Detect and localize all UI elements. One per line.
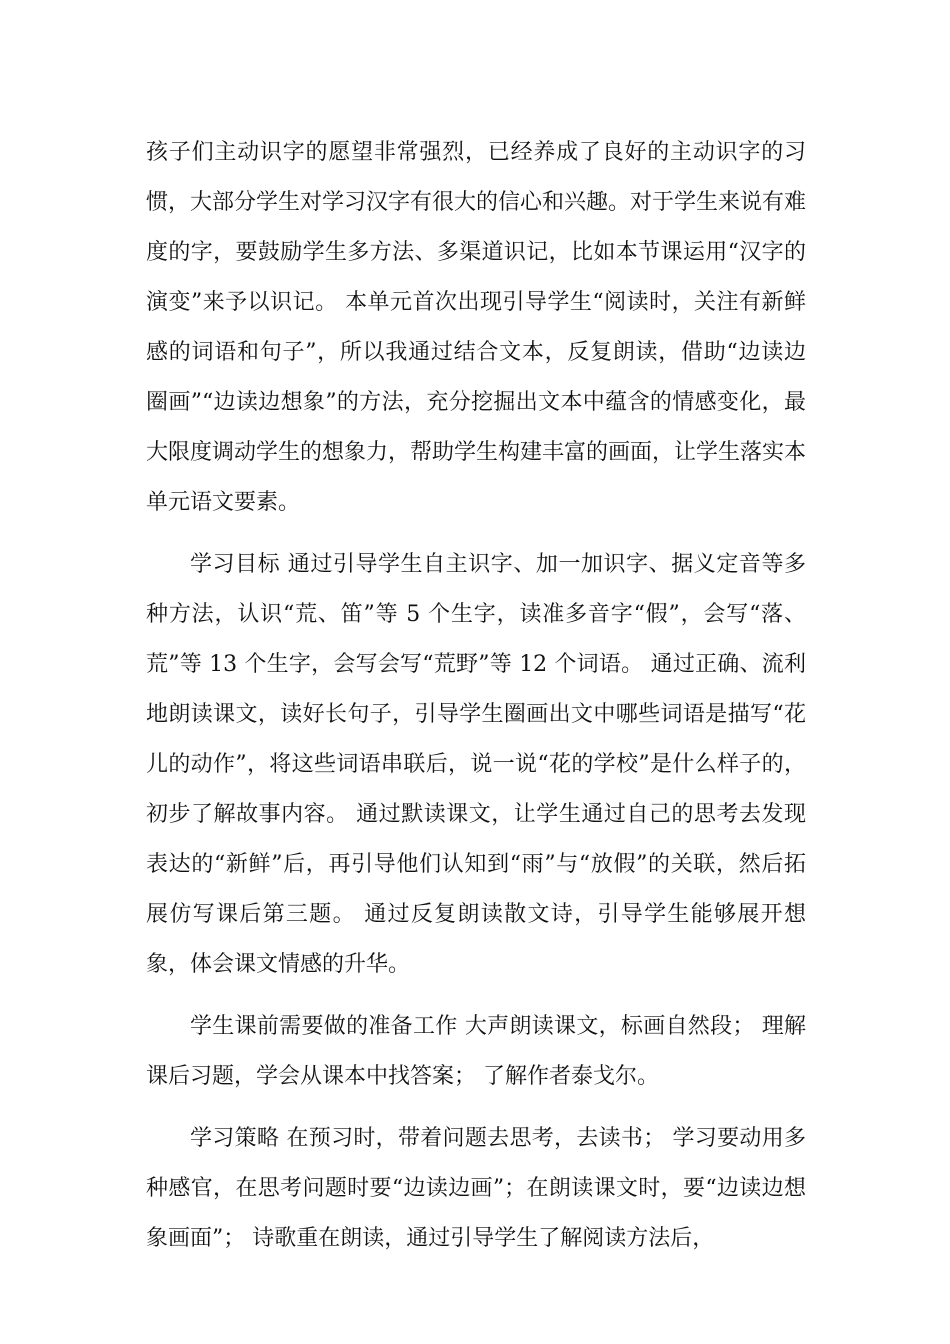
paragraph-learning-strategy: 学习策略 在预习时，带着问题去思考，去读书； 学习要动用多种感官，在思考问题时要“边读边画”；在朗读课文时，要“边读边想象画面”； 诗歌重在朗读，通过引导学生了解阅读方法后， [146,1126,806,1251]
document-body [146,128,806,1264]
paragraph-preparation: 学生课前需要做的准备工作 大声朗读课文，标画自然段； 理解课后习题，学会从课本中找答案； 了解作者泰戈尔。 [146,1014,806,1089]
paragraph-continuation: 孩子们主动识字的愿望非常强烈，已经养成了良好的主动识字的习惯，大部分学生对学习汉字有很大的信心和兴趣。对于学生来说有难度的字，要鼓励学生多方法、多渠道识记，比如本节课运用“汉字的演变”来予以识记。 本单元首次出现引导学生“阅读时，关注有新鲜感的词语和句子”，所以我通过结合文本，反复朗读，借助“边读边圈画”“边读边想象”的方法，充分挖掘出文本中蕴含的情感变化，最大限度调动学生的想象力，帮助学生构建丰富的画面，让学生落实本单元语文要素。 [146,140,807,515]
paragraph-learning-goals: 学习目标 通过引导学生自主识字、加一加识字、据义定音等多种方法，认识“荒、笛”等 5 个生字，读准多音字“假”，会写“落、荒”等 13 个生字，会写会写“荒野”等 12 个词语。 通过正确、流利地朗读课文，读好长句子，引导学生圈画出文中哪些词语是描写“花儿的动作”，将这些词语串联后，说一说“花的学校”是什么样子的，初步了解故事内容。 通过默读课文，让学生通过自己的思考去发现表达的“新鲜”后，再引导他们认知到“雨”与“放假”的关联，然后拓展仿写课后第三题。 通过反复朗读散文诗，引导学生能够展开想象，体会课文情感的升华。 [146,552,807,977]
